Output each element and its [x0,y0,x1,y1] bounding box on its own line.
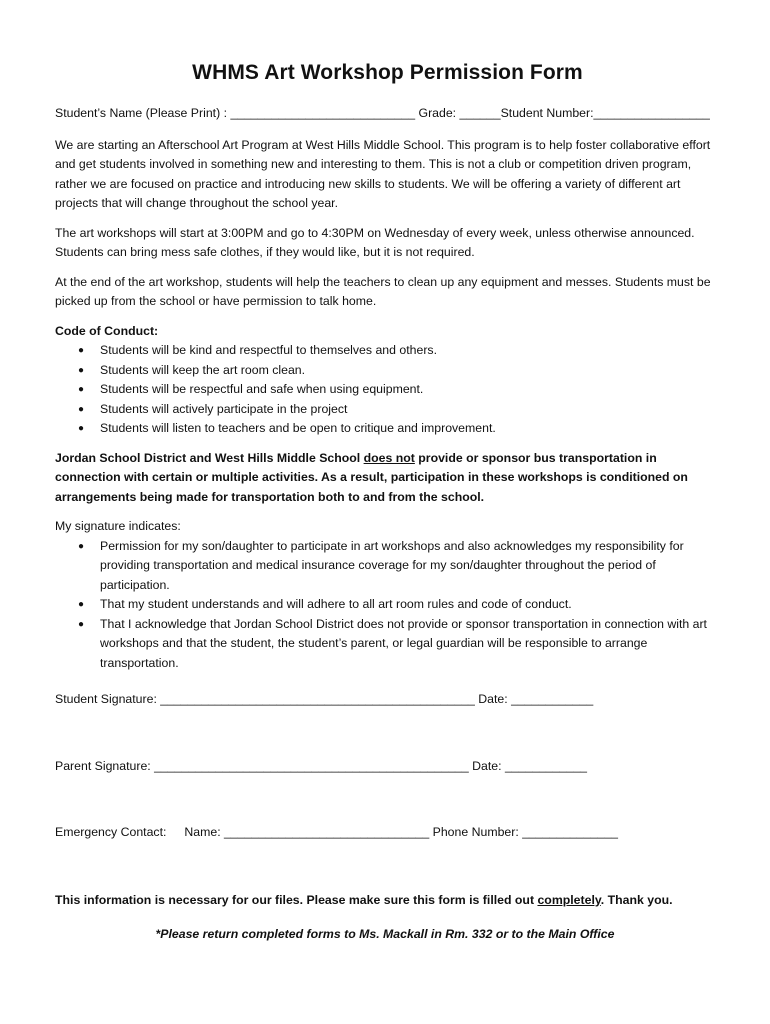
intro-paragraph: We are starting an Afterschool Art Program at West Hills Middle School. This program is to help foster collaborative effort and get students involved in something new and interesting to them. This is not a club or competition driven program, rather we are focused on practice and introducing new skills to students. We will be offering a variety of different art projects that will change throughout the school year. [55,137,711,210]
list-item: ● Students will be respectful and safe when using equipment. [100,380,720,400]
signature-indicates-list [55,537,720,674]
return-instructions: *Please return completed forms to Ms. Mackall in Rm. 332 or to the Main Office [155,927,615,941]
emergency-contact-row [55,825,618,839]
list-item: ● Students will be kind and respectful to themselves and others. [100,341,720,361]
emergency-phone-label: Phone Number: [429,825,523,839]
schedule-paragraph: The art workshops will start at 3:00PM and go to 4:30PM on Wednesday of every week, unless otherwise announced. Students can bring mess safe clothes, if they would like, but it is not required. [55,225,695,259]
code-of-conduct-list [55,341,720,439]
student-date-field[interactable]: ____________ [511,692,594,706]
student-number-label: Student Number: [500,106,594,120]
emergency-name-label: Name: [184,825,225,839]
cleanup-paragraph: At the end of the art workshop, students will help the teachers to clean up any equipment and messes. Students must be picked up from the school or have permission to talk home. [55,274,711,308]
files-notice-emphasis: completely [537,893,601,907]
grade-label: Grade: [415,106,460,120]
transportation-notice [55,449,720,508]
student-name-label: Student’s Name (Please Print) : [55,106,231,120]
emergency-contact-label: Emergency Contact: [55,825,167,839]
parent-signature-row [55,759,587,773]
list-item: ● Students will keep the art room clean. [100,361,720,381]
form-title: WHMS Art Workshop Permission Form [192,61,583,84]
parent-signature-label: Parent Signature: [55,759,155,773]
files-notice-text-1: This information is necessary for our files. Please make sure this form is filled out [55,893,538,907]
parent-date-field[interactable]: ____________ [504,759,588,773]
list-item: ● That my student understands and will adhere to all art room rules and code of conduct. [100,595,720,615]
parent-date-label: Date: [468,759,505,773]
list-item: ● That I acknowledge that Jordan School District does not provide or sponsor transportation in connection with art workshops and that the student, the student’s parent, or legal guardian will be responsible to arrange transportation. [100,615,720,674]
student-signature-row [55,692,593,706]
transport-notice-emphasis: does not [363,450,415,465]
emergency-name-field[interactable]: ______________________________ [224,825,430,839]
signature-indicates-heading: My signature indicates: [55,519,181,533]
grade-field[interactable]: ______ [459,106,501,120]
list-item: ● Students will listen to teachers and be open to critique and improvement. [100,419,720,439]
student-signature-field[interactable]: ______________________________________________ [160,692,475,706]
list-item: ● Students will actively participate in the project [100,400,720,420]
student-signature-label: Student Signature: [55,692,161,706]
student-number-field[interactable]: _________________ [593,106,710,120]
student-info-row [55,104,720,124]
files-notice [55,893,673,907]
transport-notice-text-2: provide or sponsor bus transportation in connection with certain or multiple activities. As a result, participation in these workshops is conditioned on arrangements being made for transportation both to and from the school. [55,450,688,504]
student-date-label: Date: [474,692,512,706]
code-of-conduct-heading: Code of Conduct: [55,323,159,338]
parent-signature-field[interactable]: ______________________________________________ [154,759,469,773]
transport-notice-text-1: Jordan School District and West Hills Middle School [55,450,364,465]
list-item: ● Permission for my son/daughter to participate in art workshops and also acknowledges my responsibility for providing transportation and medical insurance coverage for my son/daughter throughout the period of participation. [100,537,720,596]
student-name-field[interactable]: ___________________________ [230,106,416,120]
files-notice-text-2: . Thank you. [600,893,673,907]
emergency-phone-field[interactable]: ______________ [522,825,618,839]
